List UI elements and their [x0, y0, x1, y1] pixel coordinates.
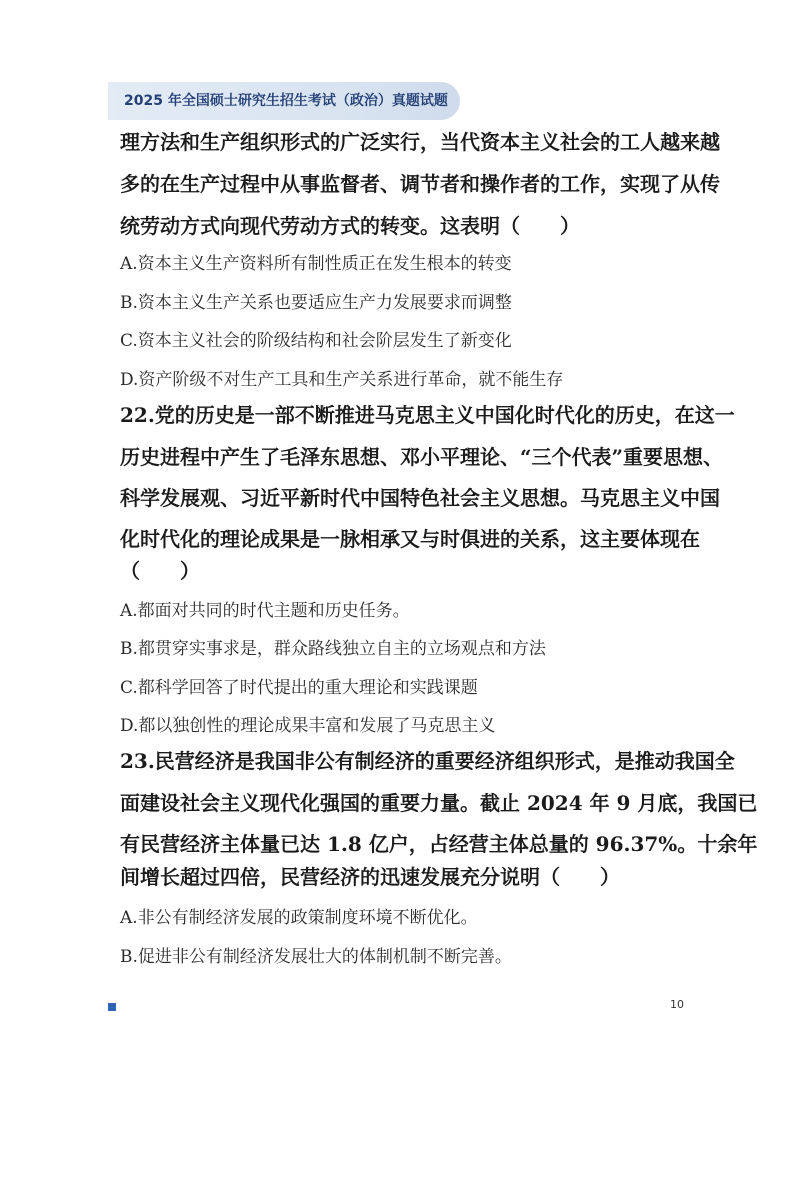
- q21-stem-line-1: 理方法和生产组织形式的广泛实行，当代资本主义社会的工人越来越: [120, 130, 720, 154]
- q22-option-b: B.都贯穿实事求是，群众路线独立自主的立场观点和方法: [120, 639, 546, 659]
- q21-option-c: C.资本主义社会的阶级结构和社会阶层发生了新变化: [120, 331, 512, 351]
- exam-title: 2025 年全国硕士研究生招生考试（政治）真题试题: [124, 93, 448, 109]
- q23-stem-line-1: 23.民营经济是我国非公有制经济的重要经济组织形式，是推动我国全: [120, 749, 735, 773]
- q22-stem-line-2: 历史进程中产生了毛泽东思想、邓小平理论、“三个代表”重要思想、: [120, 445, 724, 469]
- q22-stem-line-1: 22.党的历史是一部不断推进马克思主义中国化时代化的历史，在这一: [120, 403, 735, 427]
- q21-stem-line-2: 多的在生产过程中从事监督者、调节者和操作者的工作，实现了从传: [120, 172, 720, 196]
- q22-option-c: C.都科学回答了时代提出的重大理论和实践课题: [120, 678, 478, 698]
- q22-option-d: D.都以独创性的理论成果丰富和发展了马克思主义: [120, 716, 496, 736]
- q23-stem-line-2: 面建设社会主义现代化强国的重要力量。截止 2024 年 9 月底，我国已: [120, 791, 758, 815]
- q23-option-b: B.促进非公有制经济发展壮大的体制机制不断完善。: [120, 947, 512, 967]
- page-number: 10: [670, 998, 684, 1011]
- q22-stem-line-4: 化时代化的理论成果是一脉相承又与时俱进的关系，这主要体现在: [120, 527, 700, 551]
- q23-stem-line-4: 间增长超过四倍，民营经济的迅速发展充分说明（ ）: [120, 865, 620, 889]
- q21-option-d: D.资产阶级不对生产工具和生产关系进行革命，就不能生存: [120, 370, 564, 390]
- q21-option-b: B.资本主义生产关系也要适应生产力发展要求而调整: [120, 293, 512, 313]
- q21-option-a: A.资本主义生产资料所有制性质正在发生根本的转变: [120, 254, 512, 274]
- q21-stem-line-3: 统劳动方式向现代劳动方式的转变。这表明（ ）: [120, 214, 580, 238]
- footer-square-marker: [108, 1003, 116, 1011]
- q23-option-a: A.非公有制经济发展的政策制度环境不断优化。: [120, 908, 478, 928]
- q22-stem-line-5: （ ）: [120, 559, 200, 583]
- q22-stem-line-3: 科学发展观、习近平新时代中国特色社会主义思想。马克思主义中国: [120, 486, 720, 510]
- q22-option-a: A.都面对共同的时代主题和历史任务。: [120, 601, 410, 621]
- q23-stem-line-3: 有民营经济主体量已达 1.8 亿户，占经营主体总量的 96.37%。十余年: [120, 832, 758, 856]
